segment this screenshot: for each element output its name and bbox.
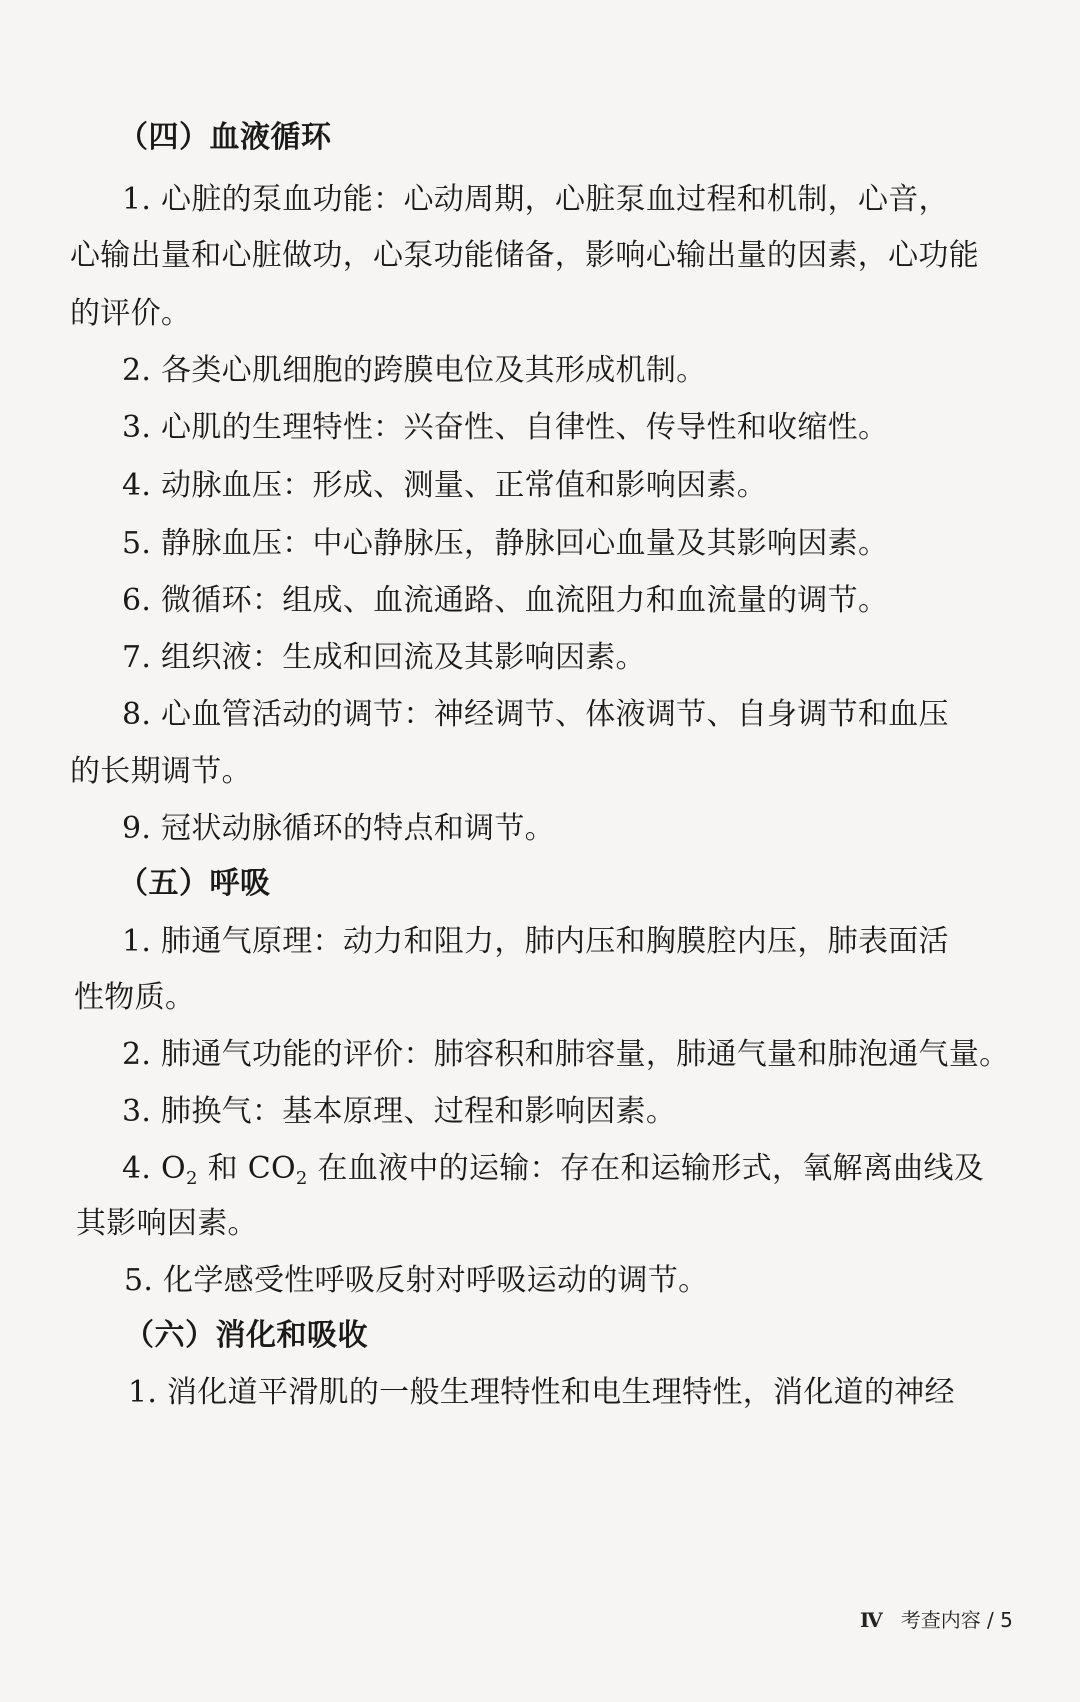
item-text: 2. 各类心肌细胞的跨膜电位及其形成机制。 — [122, 353, 707, 388]
item-text-continued: 其影响因素。 — [76, 1206, 258, 1241]
item-text-part: 在血液中的运输：存在和运输形式，氧解离曲线及 — [307, 1151, 985, 1186]
item-text: 1. 消化道平滑肌的一般生理特性和电生理特性，消化道的神经 — [128, 1375, 955, 1410]
footer-separator: / — [980, 1608, 1001, 1632]
item-text: 6. 微循环：组成、血流通路、血流阻力和血流量的调节。 — [122, 583, 889, 618]
item-text-continued: 性物质。 — [74, 980, 196, 1015]
item-text: 8. 心血管活动的调节：神经调节、体液调节、自身调节和血压 — [122, 697, 949, 732]
item-text-continued: 心输出量和心脏做功，心泵功能储备，影响心输出量的因素，心功能 — [70, 238, 979, 273]
subscript: 2 — [295, 1168, 308, 1189]
item-text: 5. 化学感受性呼吸反射对呼吸运动的调节。 — [124, 1263, 709, 1298]
subscript: 2 — [185, 1168, 198, 1189]
section-heading-digestion: （六）消化和吸收 — [124, 1318, 368, 1353]
footer-title: 考查内容 — [900, 1608, 981, 1632]
item-text: 4. 动脉血压：形成、测量、正常值和影响因素。 — [122, 468, 768, 503]
item-text: 2. 肺通气功能的评价：肺容积和肺容量，肺通气量和肺泡通气量。 — [122, 1037, 1010, 1072]
item-text: 1. 肺通气原理：动力和阻力，肺内压和胸膜腔内压，肺表面活 — [122, 924, 949, 959]
item-text: 9. 冠状动脉循环的特点和调节。 — [122, 811, 555, 846]
item-text: 1. 心脏的泵血功能：心动周期，心脏泵血过程和机制，心音， — [122, 182, 949, 217]
section-heading-blood-circulation: （四）血液循环 — [118, 120, 332, 155]
item-text-gas-transport — [122, 1149, 984, 1189]
page-footer — [860, 1606, 1013, 1634]
page-number: 5 — [1000, 1608, 1013, 1632]
item-text-part: 4. O — [122, 1151, 186, 1186]
item-text: 3. 肺换气：基本原理、过程和影响因素。 — [122, 1094, 677, 1129]
item-text: 3. 心肌的生理特性：兴奋性、自律性、传导性和收缩性。 — [122, 410, 889, 445]
item-text-continued: 的评价。 — [70, 296, 192, 331]
section-heading-respiration: （五）呼吸 — [118, 866, 271, 901]
item-text: 5. 静脉血压：中心静脉压，静脉回心血量及其影响因素。 — [122, 526, 889, 561]
chapter-numeral: Ⅳ — [860, 1608, 883, 1632]
item-text-continued: 的长期调节。 — [70, 754, 252, 789]
item-text-part: 和 CO — [197, 1151, 296, 1186]
item-text: 7. 组织液：生成和回流及其影响因素。 — [122, 640, 646, 675]
